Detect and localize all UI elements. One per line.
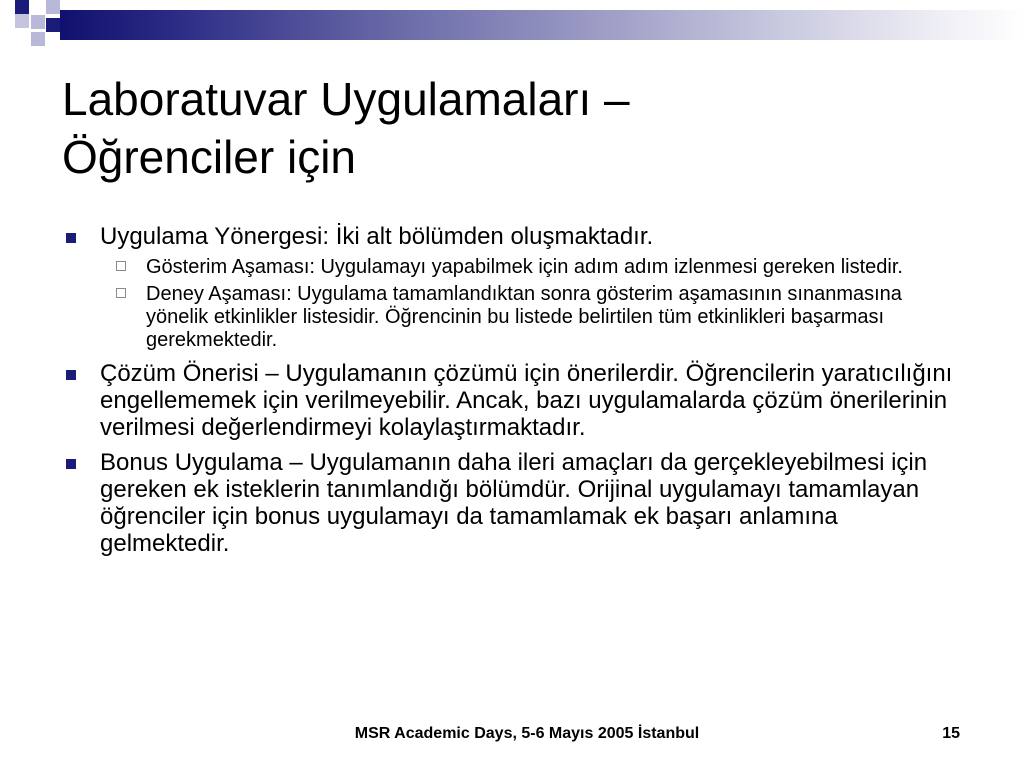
slide-content: [62, 223, 962, 565]
decor-square-icon: [31, 15, 45, 29]
decor-square-icon: [31, 32, 45, 46]
bullet-text: Çözüm Önerisi – Uygulamanın çözümü için önerilerdir. Öğrencilerin yaratıcılığını engellememek için verilmeyebilir. Ancak, bazı uygulamalarda çözüm önerilerinin verilmesi değerlendirmeyi kolaylaştırmaktadır.: [100, 360, 953, 441]
decor-square-icon: [46, 18, 60, 32]
bullet-item: [62, 223, 962, 352]
sub-bullet-item: [62, 256, 962, 279]
sub-bullet-list: [100, 256, 962, 352]
filled-square-bullet-icon: [66, 233, 76, 243]
bullet-item: [62, 360, 962, 441]
bullet-text: Uygulama Yönergesi: İki alt bölümden oluşmaktadır.: [100, 223, 654, 250]
title-line-1: Laboratuvar Uygulamaları –: [62, 73, 630, 125]
filled-square-bullet-icon: [66, 370, 76, 380]
hollow-square-bullet-icon: [116, 261, 126, 271]
slide-footer: MSR Academic Days, 5-6 Mayıs 2005 İstanbul: [354, 725, 700, 742]
bullet-item: [62, 449, 962, 557]
filled-square-bullet-icon: [66, 459, 76, 469]
decor-square-icon: [15, 0, 29, 14]
header-gradient-bar: [60, 10, 1024, 40]
slide-title: [62, 70, 962, 186]
title-line-2: Öğrenciler için: [62, 131, 356, 183]
hollow-square-bullet-icon: [116, 288, 126, 298]
sub-bullet-text: Deney Aşaması: Uygulama tamamlandıktan sonra gösterim aşamasının sınanmasına yönelik etkinlikler listesidir. Öğrencinin bu listede belirtilen tüm etkinlikleri başarması gerekmektedir.: [146, 283, 902, 351]
bullet-text: Bonus Uygulama – Uygulamanın daha ileri amaçları da gerçekleyebilmesi için gereken ek isteklerin tanımlandığı bölümdür. Orijinal uygulamayı tamamlayan öğrenciler için bonus uygulamayı da tamamlamak ek başarı anlamına gelmektedir.: [100, 449, 928, 557]
page-number: 15: [942, 725, 960, 742]
decor-square-icon: [46, 0, 60, 14]
decor-square-icon: [15, 14, 29, 28]
sub-bullet-item: [62, 283, 962, 352]
sub-bullet-text: Gösterim Aşaması: Uygulamayı yapabilmek için adım adım izlenmesi gereken listedir.: [146, 256, 903, 278]
